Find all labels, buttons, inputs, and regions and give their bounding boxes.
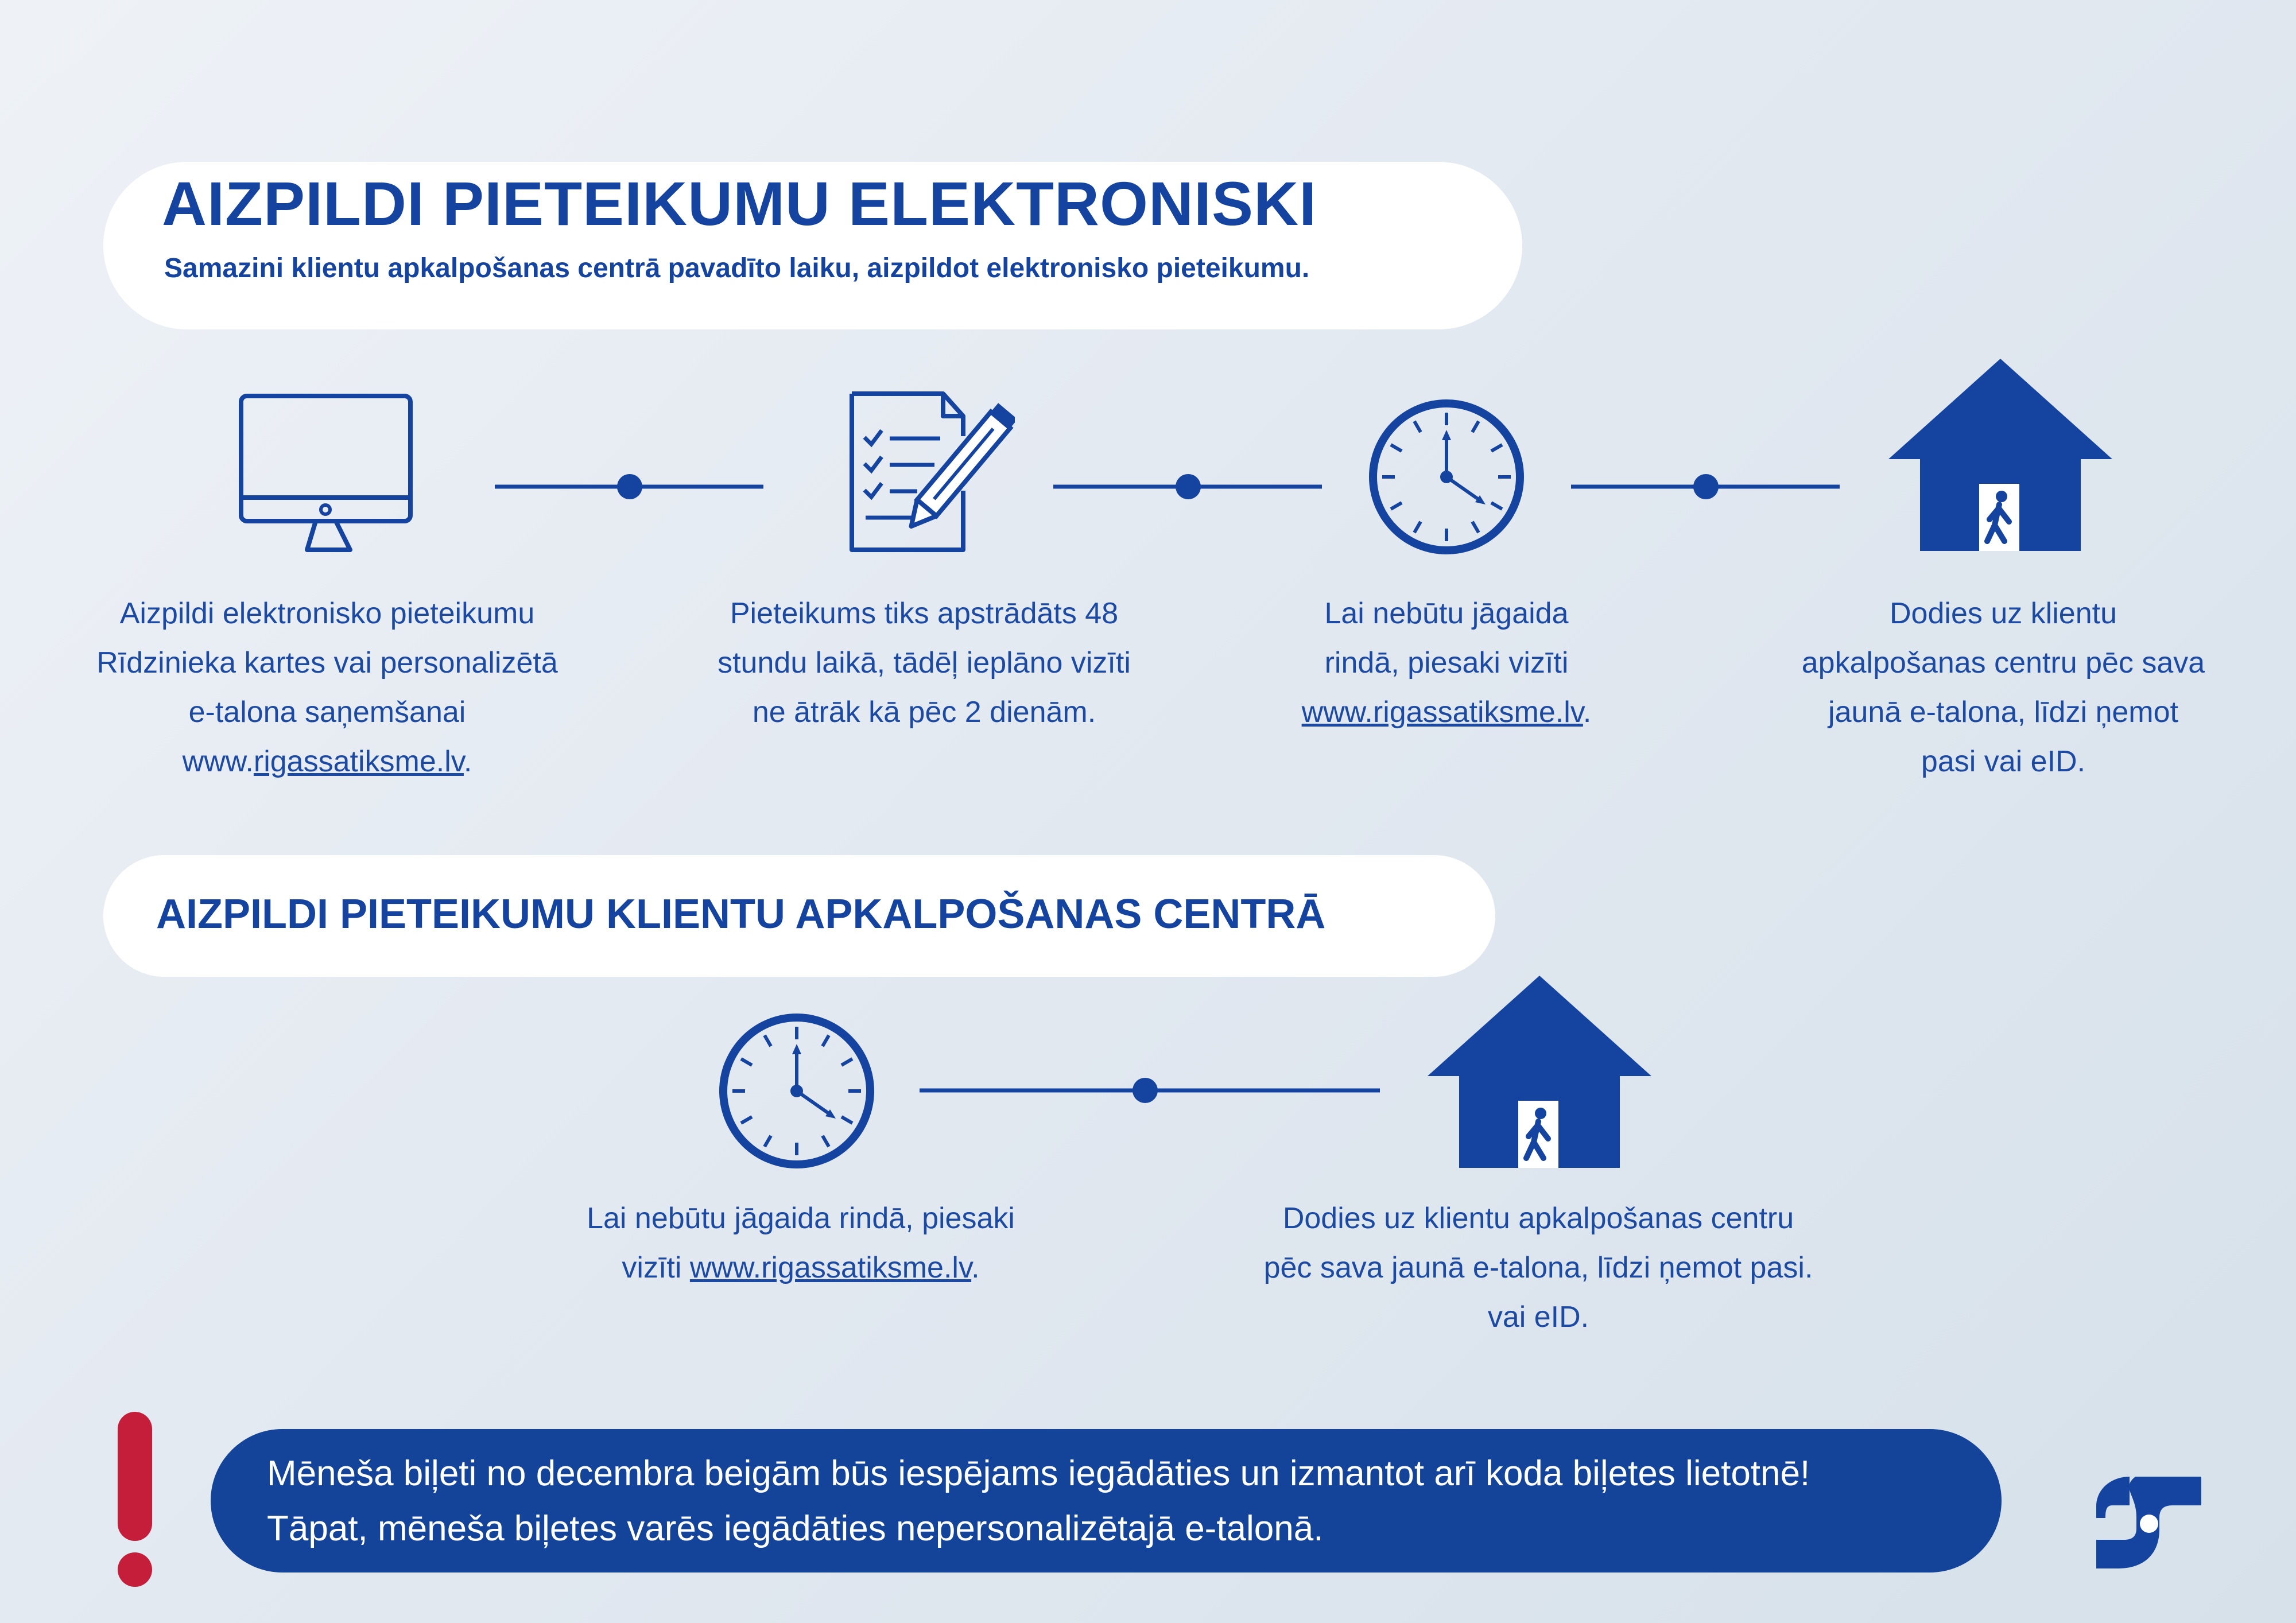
connector-line: [920, 1074, 1380, 1106]
clock-icon: [1368, 399, 1525, 555]
rigas-satiksme-logo-icon: [2089, 1472, 2210, 1572]
step-caption: Lai nebūtu jāgaida rindā, piesaki vizīti www.rigassatiksme.lv.: [1301, 597, 1592, 729]
house-walking-person-icon: [1428, 976, 1651, 1168]
clock-icon: [719, 1013, 875, 1169]
connector-line: [1053, 471, 1322, 503]
connector-line: [1571, 471, 1840, 503]
step-caption: Pieteikums tiks apstrādāts 48 stundu laikā, tādēļ ieplāno vizīti ne ātrāk kā pēc 2 dienām.: [718, 597, 1131, 729]
document-pen-icon: [848, 390, 1015, 554]
exclamation-icon: [116, 1412, 154, 1590]
electronic-title: AIZPILDI PIETEIKUMU ELEKTRONISKI: [162, 169, 1317, 238]
step-caption: Aizpildi elektronisko pieteikumu Rīdzinieka kartes vai personalizētā e-talona saņemšanai www.rigassatiksme.lv.: [96, 597, 558, 778]
step-caption: Lai nebūtu jāgaida rindā, piesaki vizīti www.rigassatiksme.lv.: [587, 1202, 1015, 1284]
notice-text: Mēneša biļeti no decembra beigām būs iespējams iegādāties un izmantot arī koda biļetes lietotnē! Tāpat, mēneša biļetes varēs iegādāties nepersonalizētajā e-talonā.: [267, 1454, 1810, 1548]
center-title: AIZPILDI PIETEIKUMU KLIENTU APKALPOŠANAS CENTRĀ: [156, 891, 1326, 937]
step-caption: Dodies uz klientu apkalpošanas centru pēc sava jaunā e-talona, līdzi ņemot pasi. vai eID.: [1263, 1202, 1813, 1334]
monitor-icon: [238, 393, 413, 554]
notice-banner: [211, 1429, 2002, 1572]
electronic-subtitle: Samazini klientu apkalpošanas centrā pavadīto laiku, aizpildot elektronisko pieteikumu.: [164, 253, 1310, 284]
house-walking-person-icon: [1888, 359, 2112, 551]
step-caption: Dodies uz klientu apkalpošanas centru pēc sava jaunā e-talona, līdzi ņemot pasi vai eID.: [1801, 597, 2205, 778]
rigassatiksme-link[interactable]: rigassatiksme.lv: [253, 745, 464, 778]
rigassatiksme-link[interactable]: www.rigassatiksme.lv: [689, 1251, 972, 1284]
rigassatiksme-link[interactable]: www.rigassatiksme.lv: [1301, 696, 1583, 729]
connector-line: [495, 471, 763, 503]
